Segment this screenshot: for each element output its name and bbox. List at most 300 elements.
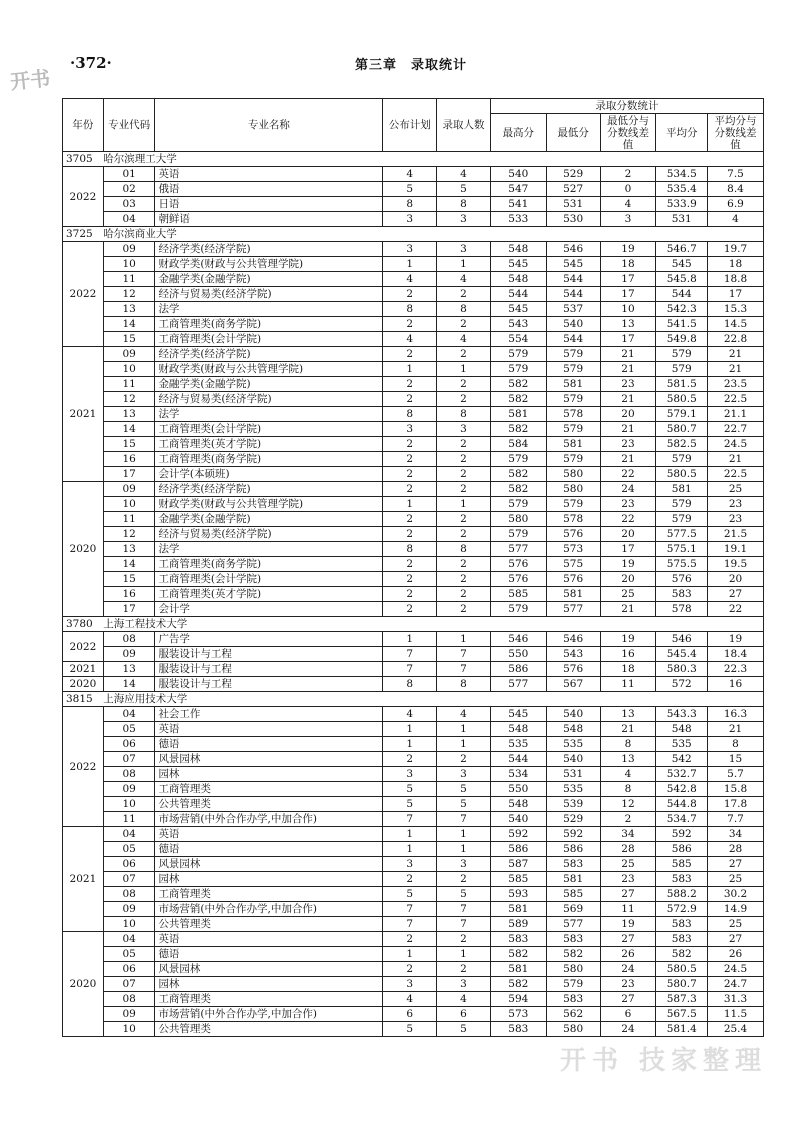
major-code: 04 xyxy=(103,932,155,947)
min-score: 573 xyxy=(546,542,600,557)
max-score: 579 xyxy=(490,452,546,467)
plan: 4 xyxy=(383,992,437,1007)
min-score: 548 xyxy=(546,722,600,737)
table-row xyxy=(63,707,764,722)
avg-diff: 19.1 xyxy=(708,542,764,557)
avg-diff: 14.5 xyxy=(708,317,764,332)
avg-score: 572 xyxy=(656,677,708,692)
min-score: 537 xyxy=(546,302,600,317)
table-row xyxy=(63,827,764,842)
avg-diff: 22.5 xyxy=(708,392,764,407)
admitted: 8 xyxy=(437,677,491,692)
admitted: 8 xyxy=(437,542,491,557)
min-score: 546 xyxy=(546,242,600,257)
major-code: 14 xyxy=(103,422,155,437)
year-cell: 2022 xyxy=(63,242,104,347)
max-score: 554 xyxy=(490,332,546,347)
plan: 2 xyxy=(383,317,437,332)
avg-score: 534.5 xyxy=(656,167,708,182)
avg-diff: 30.2 xyxy=(708,887,764,902)
plan: 7 xyxy=(383,662,437,677)
avg-diff: 25.4 xyxy=(708,1022,764,1037)
avg-diff: 7.7 xyxy=(708,812,764,827)
major-code: 09 xyxy=(103,782,155,797)
admitted: 2 xyxy=(437,437,491,452)
table-row xyxy=(63,632,764,647)
major-name: 英语 xyxy=(155,722,383,737)
plan: 3 xyxy=(383,977,437,992)
min-score: 545 xyxy=(546,257,600,272)
table-row xyxy=(63,737,764,752)
max-score: 550 xyxy=(490,782,546,797)
avg-diff: 18.4 xyxy=(708,647,764,662)
min-score: 531 xyxy=(546,767,600,782)
min-score: 529 xyxy=(546,167,600,182)
plan: 2 xyxy=(383,467,437,482)
min-diff: 2 xyxy=(600,812,656,827)
max-score: 534 xyxy=(490,767,546,782)
plan: 2 xyxy=(383,482,437,497)
avg-diff: 21.1 xyxy=(708,407,764,422)
major-name: 工商管理类(商务学院) xyxy=(155,557,383,572)
plan: 4 xyxy=(383,332,437,347)
min-diff: 13 xyxy=(600,317,656,332)
avg-score: 535 xyxy=(656,737,708,752)
min-diff: 4 xyxy=(600,197,656,212)
major-name: 公共管理类 xyxy=(155,917,383,932)
min-score: 579 xyxy=(546,452,600,467)
major-name: 俄语 xyxy=(155,182,383,197)
min-score: 543 xyxy=(546,647,600,662)
avg-diff: 25 xyxy=(708,872,764,887)
avg-score: 544 xyxy=(656,287,708,302)
min-diff: 21 xyxy=(600,602,656,617)
major-name: 经济学类(经济学院) xyxy=(155,347,383,362)
plan: 6 xyxy=(383,1007,437,1022)
admitted: 1 xyxy=(437,737,491,752)
max-score: 543 xyxy=(490,317,546,332)
year-cell: 2021 xyxy=(63,827,104,932)
avg-score: 575.5 xyxy=(656,557,708,572)
year-cell: 2020 xyxy=(63,482,104,617)
avg-diff: 31.3 xyxy=(708,992,764,1007)
min-score: 576 xyxy=(546,527,600,542)
university-row xyxy=(63,617,764,632)
table-row xyxy=(63,587,764,602)
avg-score: 572.9 xyxy=(656,902,708,917)
university-title: 3780 上海工程技术大学 xyxy=(63,617,764,632)
avg-score: 543.3 xyxy=(656,707,708,722)
admitted: 3 xyxy=(437,242,491,257)
major-name: 工商管理类 xyxy=(155,782,383,797)
admitted: 2 xyxy=(437,872,491,887)
admitted: 2 xyxy=(437,347,491,362)
admitted: 2 xyxy=(437,317,491,332)
avg-score: 577.5 xyxy=(656,527,708,542)
plan: 3 xyxy=(383,422,437,437)
max-score: 581 xyxy=(490,962,546,977)
table-row xyxy=(63,662,764,677)
major-code: 10 xyxy=(103,497,155,512)
admitted: 4 xyxy=(437,272,491,287)
avg-score: 583 xyxy=(656,587,708,602)
min-score: 527 xyxy=(546,182,600,197)
avg-score: 545.8 xyxy=(656,272,708,287)
table-row xyxy=(63,302,764,317)
min-score: 579 xyxy=(546,362,600,377)
max-score: 582 xyxy=(490,392,546,407)
admitted: 6 xyxy=(437,1007,491,1022)
max-score: 586 xyxy=(490,842,546,857)
min-diff: 21 xyxy=(600,347,656,362)
table-row xyxy=(63,212,764,227)
major-name: 工商管理类(英才学院) xyxy=(155,437,383,452)
max-score: 541 xyxy=(490,197,546,212)
avg-diff: 5.7 xyxy=(708,767,764,782)
min-diff: 6 xyxy=(600,1007,656,1022)
avg-score: 541.5 xyxy=(656,317,708,332)
admitted: 1 xyxy=(437,827,491,842)
header-min-diff: 最低分与分数线差值 xyxy=(600,114,656,152)
table-row xyxy=(63,317,764,332)
plan: 2 xyxy=(383,752,437,767)
min-score: 592 xyxy=(546,827,600,842)
avg-score: 582 xyxy=(656,947,708,962)
avg-diff: 24.7 xyxy=(708,977,764,992)
min-diff: 3 xyxy=(600,212,656,227)
admitted: 5 xyxy=(437,782,491,797)
major-code: 06 xyxy=(103,962,155,977)
major-code: 09 xyxy=(103,1007,155,1022)
table-row xyxy=(63,782,764,797)
admitted: 3 xyxy=(437,422,491,437)
table-row xyxy=(63,752,764,767)
max-score: 583 xyxy=(490,932,546,947)
table-row xyxy=(63,962,764,977)
admitted: 4 xyxy=(437,332,491,347)
avg-score: 580.7 xyxy=(656,422,708,437)
admitted: 5 xyxy=(437,182,491,197)
major-code: 16 xyxy=(103,587,155,602)
min-score: 540 xyxy=(546,752,600,767)
major-code: 07 xyxy=(103,752,155,767)
avg-score: 585 xyxy=(656,857,708,872)
major-code: 06 xyxy=(103,857,155,872)
max-score: 582 xyxy=(490,977,546,992)
avg-diff: 22.8 xyxy=(708,332,764,347)
admitted: 5 xyxy=(437,797,491,812)
major-code: 12 xyxy=(103,527,155,542)
major-name: 工商管理类(会计学院) xyxy=(155,422,383,437)
admitted: 1 xyxy=(437,632,491,647)
major-name: 工商管理类 xyxy=(155,887,383,902)
plan: 2 xyxy=(383,602,437,617)
table-row xyxy=(63,677,764,692)
avg-diff: 20 xyxy=(708,572,764,587)
avg-diff: 25 xyxy=(708,917,764,932)
min-diff: 4 xyxy=(600,767,656,782)
avg-score: 534.7 xyxy=(656,812,708,827)
max-score: 547 xyxy=(490,182,546,197)
admitted: 7 xyxy=(437,902,491,917)
avg-score: 542 xyxy=(656,752,708,767)
major-name: 工商管理类(会计学院) xyxy=(155,572,383,587)
avg-score: 546.7 xyxy=(656,242,708,257)
admitted: 3 xyxy=(437,977,491,992)
plan: 5 xyxy=(383,782,437,797)
major-name: 园林 xyxy=(155,977,383,992)
major-code: 04 xyxy=(103,707,155,722)
plan: 1 xyxy=(383,737,437,752)
university-row xyxy=(63,227,764,242)
table-row xyxy=(63,887,764,902)
plan: 5 xyxy=(383,1022,437,1037)
plan: 5 xyxy=(383,182,437,197)
admitted: 5 xyxy=(437,1022,491,1037)
table-row xyxy=(63,482,764,497)
major-name: 法学 xyxy=(155,302,383,317)
major-name: 园林 xyxy=(155,767,383,782)
major-code: 10 xyxy=(103,797,155,812)
avg-score: 579.1 xyxy=(656,407,708,422)
avg-diff: 14.9 xyxy=(708,902,764,917)
max-score: 581 xyxy=(490,407,546,422)
plan: 3 xyxy=(383,212,437,227)
major-name: 英语 xyxy=(155,932,383,947)
min-diff: 24 xyxy=(600,482,656,497)
plan: 2 xyxy=(383,347,437,362)
table-row xyxy=(63,182,764,197)
avg-score: 545 xyxy=(656,257,708,272)
major-name: 风景园林 xyxy=(155,857,383,872)
major-code: 10 xyxy=(103,257,155,272)
major-name: 财政学类(财政与公共管理学院) xyxy=(155,497,383,512)
min-score: 546 xyxy=(546,632,600,647)
plan: 7 xyxy=(383,902,437,917)
avg-score: 532.7 xyxy=(656,767,708,782)
major-name: 金融学类(金融学院) xyxy=(155,512,383,527)
min-score: 540 xyxy=(546,317,600,332)
major-code: 09 xyxy=(103,242,155,257)
avg-score: 576 xyxy=(656,572,708,587)
plan: 3 xyxy=(383,857,437,872)
admitted: 7 xyxy=(437,917,491,932)
min-diff: 20 xyxy=(600,572,656,587)
min-score: 580 xyxy=(546,467,600,482)
table-row xyxy=(63,977,764,992)
university-title: 3705 哈尔滨理工大学 xyxy=(63,152,764,167)
table-row xyxy=(63,377,764,392)
admitted: 3 xyxy=(437,857,491,872)
avg-diff: 23 xyxy=(708,497,764,512)
avg-score: 580.5 xyxy=(656,962,708,977)
major-name: 经济学类(经济学院) xyxy=(155,242,383,257)
plan: 1 xyxy=(383,947,437,962)
major-name: 会计学(本硕班) xyxy=(155,467,383,482)
min-diff: 0 xyxy=(600,182,656,197)
admitted: 3 xyxy=(437,767,491,782)
avg-diff: 34 xyxy=(708,827,764,842)
min-diff: 24 xyxy=(600,962,656,977)
avg-score: 544.8 xyxy=(656,797,708,812)
watermark: 开书 技家整理 xyxy=(560,1046,768,1076)
major-code: 04 xyxy=(103,212,155,227)
max-score: 577 xyxy=(490,677,546,692)
avg-score: 580.3 xyxy=(656,662,708,677)
min-diff: 21 xyxy=(600,362,656,377)
avg-diff: 19.7 xyxy=(708,242,764,257)
table-body xyxy=(63,152,764,1037)
major-code: 08 xyxy=(103,887,155,902)
min-score: 544 xyxy=(546,272,600,287)
min-diff: 23 xyxy=(600,872,656,887)
max-score: 582 xyxy=(490,422,546,437)
max-score: 586 xyxy=(490,662,546,677)
max-score: 540 xyxy=(490,167,546,182)
admitted: 2 xyxy=(437,287,491,302)
admitted: 2 xyxy=(437,377,491,392)
max-score: 545 xyxy=(490,302,546,317)
max-score: 576 xyxy=(490,557,546,572)
admitted: 2 xyxy=(437,482,491,497)
avg-diff: 17.8 xyxy=(708,797,764,812)
year-cell: 2020 xyxy=(63,932,104,1037)
admitted: 2 xyxy=(437,587,491,602)
min-diff: 27 xyxy=(600,992,656,1007)
min-score: 579 xyxy=(546,392,600,407)
avg-diff: 8 xyxy=(708,737,764,752)
plan: 5 xyxy=(383,797,437,812)
plan: 7 xyxy=(383,812,437,827)
header-max: 最高分 xyxy=(490,114,546,152)
min-score: 576 xyxy=(546,662,600,677)
max-score: 576 xyxy=(490,572,546,587)
year-cell: 2021 xyxy=(63,347,104,482)
min-score: 578 xyxy=(546,512,600,527)
plan: 2 xyxy=(383,377,437,392)
plan: 2 xyxy=(383,287,437,302)
plan: 4 xyxy=(383,707,437,722)
min-diff: 11 xyxy=(600,677,656,692)
major-name: 财政学类(财政与公共管理学院) xyxy=(155,257,383,272)
min-score: 569 xyxy=(546,902,600,917)
table-row xyxy=(63,722,764,737)
min-score: 580 xyxy=(546,1022,600,1037)
max-score: 582 xyxy=(490,377,546,392)
max-score: 544 xyxy=(490,752,546,767)
min-diff: 10 xyxy=(600,302,656,317)
avg-diff: 15.3 xyxy=(708,302,764,317)
max-score: 544 xyxy=(490,287,546,302)
avg-score: 587.3 xyxy=(656,992,708,1007)
plan: 1 xyxy=(383,842,437,857)
avg-diff: 4 xyxy=(708,212,764,227)
max-score: 540 xyxy=(490,812,546,827)
min-diff: 19 xyxy=(600,917,656,932)
min-diff: 2 xyxy=(600,167,656,182)
admitted: 2 xyxy=(437,392,491,407)
major-name: 广告学 xyxy=(155,632,383,647)
major-name: 法学 xyxy=(155,407,383,422)
min-score: 581 xyxy=(546,377,600,392)
avg-score: 586 xyxy=(656,842,708,857)
major-code: 13 xyxy=(103,542,155,557)
max-score: 583 xyxy=(490,1022,546,1037)
max-score: 582 xyxy=(490,947,546,962)
min-score: 529 xyxy=(546,812,600,827)
admitted: 2 xyxy=(437,512,491,527)
table-row xyxy=(63,407,764,422)
major-code: 05 xyxy=(103,947,155,962)
admitted: 2 xyxy=(437,557,491,572)
plan: 7 xyxy=(383,917,437,932)
plan: 3 xyxy=(383,767,437,782)
major-name: 金融学类(金融学院) xyxy=(155,377,383,392)
plan: 8 xyxy=(383,407,437,422)
major-name: 市场营销(中外合作办学,中加合作) xyxy=(155,812,383,827)
min-diff: 20 xyxy=(600,527,656,542)
major-name: 公共管理类 xyxy=(155,1022,383,1037)
min-score: 586 xyxy=(546,842,600,857)
max-score: 584 xyxy=(490,437,546,452)
table-row xyxy=(63,197,764,212)
header-score-group: 录取分数统计 xyxy=(490,99,763,114)
major-code: 08 xyxy=(103,992,155,1007)
page-header xyxy=(62,52,760,74)
avg-diff: 7.5 xyxy=(708,167,764,182)
avg-diff: 27 xyxy=(708,587,764,602)
admitted: 2 xyxy=(437,932,491,947)
major-name: 经济学类(经济学院) xyxy=(155,482,383,497)
plan: 5 xyxy=(383,887,437,902)
avg-diff: 21 xyxy=(708,362,764,377)
major-code: 15 xyxy=(103,437,155,452)
avg-diff: 6.9 xyxy=(708,197,764,212)
max-score: 589 xyxy=(490,917,546,932)
avg-diff: 24.5 xyxy=(708,437,764,452)
avg-score: 545.4 xyxy=(656,647,708,662)
min-diff: 21 xyxy=(600,392,656,407)
avg-diff: 22.7 xyxy=(708,422,764,437)
min-diff: 18 xyxy=(600,257,656,272)
avg-score: 578 xyxy=(656,602,708,617)
max-score: 545 xyxy=(490,707,546,722)
major-code: 03 xyxy=(103,197,155,212)
admitted: 2 xyxy=(437,572,491,587)
major-name: 经济与贸易类(经济学院) xyxy=(155,392,383,407)
avg-diff: 15.8 xyxy=(708,782,764,797)
major-name: 工商管理类 xyxy=(155,992,383,1007)
avg-score: 579 xyxy=(656,347,708,362)
admitted: 7 xyxy=(437,812,491,827)
admitted: 2 xyxy=(437,467,491,482)
min-score: 577 xyxy=(546,917,600,932)
min-score: 535 xyxy=(546,782,600,797)
max-score: 579 xyxy=(490,602,546,617)
avg-score: 581.5 xyxy=(656,377,708,392)
min-score: 577 xyxy=(546,602,600,617)
header-year: 年份 xyxy=(63,99,104,152)
major-name: 会计学 xyxy=(155,602,383,617)
avg-diff: 11.5 xyxy=(708,1007,764,1022)
min-diff: 23 xyxy=(600,497,656,512)
max-score: 593 xyxy=(490,887,546,902)
page-number: ·372· xyxy=(70,54,112,72)
admitted: 4 xyxy=(437,707,491,722)
admitted: 2 xyxy=(437,602,491,617)
year-cell: 2020 xyxy=(63,677,104,692)
max-score: 548 xyxy=(490,272,546,287)
